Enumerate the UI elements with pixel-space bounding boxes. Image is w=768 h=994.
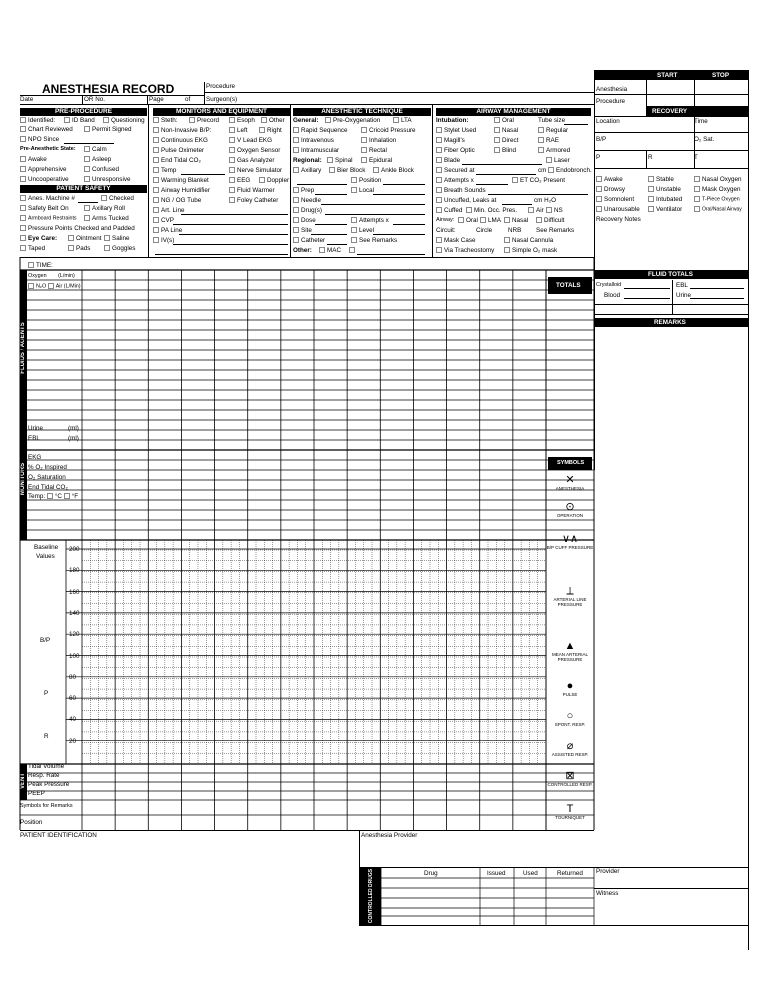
scale-tick-label: 200 bbox=[69, 546, 80, 553]
date-label: Date bbox=[20, 96, 34, 103]
symbol-glyph-icon: ● bbox=[566, 680, 574, 692]
scale-tick-label: 160 bbox=[69, 588, 80, 596]
provider-label: Provider bbox=[596, 868, 620, 875]
symbol-glyph-icon: ○ bbox=[566, 710, 574, 722]
timebox-procedure: Procedure bbox=[596, 98, 626, 105]
o2-inspired-label: % O₂ Inspired bbox=[28, 464, 67, 471]
patient-safety-header: PATIENT SAFETY bbox=[20, 185, 147, 193]
blood-label: Blood bbox=[604, 292, 621, 299]
fluids-agents-label: FLUIDS / AGENTS bbox=[20, 322, 26, 374]
ebl-ml: (ml) bbox=[68, 435, 79, 442]
symbol-label: ANESTHESIA bbox=[555, 486, 585, 491]
symbol-glyph-icon: T bbox=[566, 803, 574, 815]
ekg-label: EKG bbox=[28, 454, 42, 461]
scale-tick-label: 80 bbox=[69, 673, 77, 681]
symbol-glyph-icon: ⊙ bbox=[565, 501, 575, 513]
form-title: ANESTHESIA RECORD bbox=[42, 82, 175, 96]
symbols-label: SYMBOLS bbox=[557, 460, 585, 466]
resp-rate-label: Resp. Rate bbox=[28, 772, 60, 779]
scale-tick-label: 40 bbox=[69, 716, 77, 724]
bp-label: B/P bbox=[40, 637, 51, 644]
fluid-urine-label: Urine bbox=[676, 292, 692, 299]
fluid-ebl-label: EBL bbox=[676, 282, 688, 289]
scale-tick-label: 180 bbox=[69, 567, 80, 575]
recovery-header-label: RECOVERY bbox=[652, 108, 688, 115]
symbol-legend-item bbox=[546, 533, 594, 550]
witness-label: Witness bbox=[596, 890, 619, 897]
drug-col: Drug bbox=[424, 870, 438, 877]
or-no-label: OR No. bbox=[84, 96, 105, 103]
symbol-legend-item bbox=[546, 474, 594, 491]
symbol-legend-item bbox=[546, 680, 594, 697]
scale-tick-label: 100 bbox=[69, 652, 80, 660]
start-label: START bbox=[657, 72, 678, 79]
oxygen-label: Oxygen (L/min) bbox=[28, 273, 75, 279]
vent-label: VENT bbox=[20, 773, 26, 790]
scale-tick-label: 60 bbox=[69, 695, 77, 703]
r-label: R bbox=[44, 733, 49, 740]
totals-label: TOTALS bbox=[556, 282, 581, 289]
surgeons-label: Surgeon(s) bbox=[206, 96, 238, 103]
symbol-legend-item bbox=[546, 585, 594, 607]
symbol-label: ARTERIAL LINE PRESSURE bbox=[553, 597, 587, 607]
symbol-label: B/P CUFF PRESSURE bbox=[546, 545, 594, 550]
scale-tick-label: 20 bbox=[69, 737, 77, 745]
procedure-label: Procedure bbox=[206, 83, 236, 90]
monitors-header: MONITORS AND EQUIPMENT bbox=[153, 108, 290, 116]
urine-ml: (ml) bbox=[68, 425, 79, 432]
remarks-label: REMARKS bbox=[654, 319, 686, 326]
temp-label: Temp: °C °F bbox=[28, 493, 79, 500]
symbol-legend-item bbox=[546, 501, 594, 518]
stop-label: STOP bbox=[712, 72, 730, 79]
symbol-legend-item bbox=[546, 710, 594, 727]
symbol-legend-item bbox=[546, 640, 594, 662]
monitors-label: MONITORS bbox=[20, 462, 26, 496]
airway-header: AIRWAY MANAGEMENT bbox=[436, 108, 591, 116]
symbol-label: ASSISTED RESP. bbox=[551, 752, 589, 757]
used-col: Used bbox=[523, 870, 538, 877]
o2-sat-label: O₂ Saturation bbox=[28, 474, 66, 481]
remarks-area[interactable] bbox=[594, 327, 748, 867]
symbol-legend-item bbox=[546, 740, 594, 757]
tidal-volume-label: Tidal Volume bbox=[28, 763, 65, 770]
etco2-label: End Tidal CO₂ bbox=[28, 484, 68, 491]
symbol-label: SPONT. RESP. bbox=[554, 722, 586, 727]
symbol-legend-item bbox=[546, 770, 594, 787]
patient-id-label: PATIENT IDENTIFICATION bbox=[20, 832, 97, 839]
technique-header: ANESTHETIC TECHNIQUE bbox=[293, 108, 431, 116]
pre-procedure-header: PRE-PROCEDURE bbox=[20, 108, 147, 116]
timebox-anesthesia: Anesthesia bbox=[596, 86, 628, 93]
n2o-air-label: N₂O Air (L/Min) bbox=[28, 283, 81, 290]
ebl-label: EBL bbox=[28, 435, 40, 442]
urine-label: Urine bbox=[28, 425, 44, 432]
symbol-label: MEAN ARTERIAL PRESSURE bbox=[552, 652, 588, 662]
p-label: P bbox=[44, 690, 49, 697]
symbol-label: PULSE bbox=[562, 692, 578, 697]
fluid-totals-label: FLUID TOTALS bbox=[648, 271, 693, 278]
symbol-label: TOURNIQUET bbox=[555, 815, 585, 820]
time-label: TIME: bbox=[28, 262, 53, 269]
values-label: Values bbox=[36, 553, 55, 560]
symbol-label: OPERATION bbox=[556, 513, 584, 518]
controlled-drugs-label: CONTROLLED DRUGS bbox=[368, 868, 374, 924]
peak-pressure-label: Peak Pressure bbox=[28, 781, 70, 788]
baseline-label: Baseline bbox=[34, 544, 59, 551]
symbol-legend-item bbox=[546, 803, 594, 820]
scale-tick-label: 120 bbox=[69, 631, 80, 639]
position-label: Position bbox=[20, 819, 43, 826]
symbol-glyph-icon: ▲ bbox=[564, 640, 576, 652]
page-label: Page bbox=[149, 96, 164, 103]
issued-col: Issued bbox=[487, 870, 506, 877]
symbol-glyph-icon: ∨∧ bbox=[561, 533, 579, 545]
of-label: of bbox=[185, 96, 191, 103]
symbol-label: CONTROLLED RESP. bbox=[547, 782, 593, 787]
returned-col: Returned bbox=[557, 870, 583, 877]
symbol-glyph-icon: ⌀ bbox=[566, 740, 574, 752]
peep-label: PEEP bbox=[28, 790, 45, 797]
crystalloid-label: Crystalloid bbox=[596, 282, 622, 288]
scale-tick-label: 140 bbox=[69, 609, 80, 617]
symbol-glyph-icon: ⊠ bbox=[565, 770, 575, 782]
symbol-glyph-icon: ⟂ bbox=[566, 585, 574, 597]
anesthesia-provider-label: Anesthesia Provider bbox=[361, 832, 418, 839]
symbol-glyph-icon: ✕ bbox=[565, 474, 575, 486]
symbols-remarks-label: Symbols for Remarks bbox=[20, 803, 73, 809]
